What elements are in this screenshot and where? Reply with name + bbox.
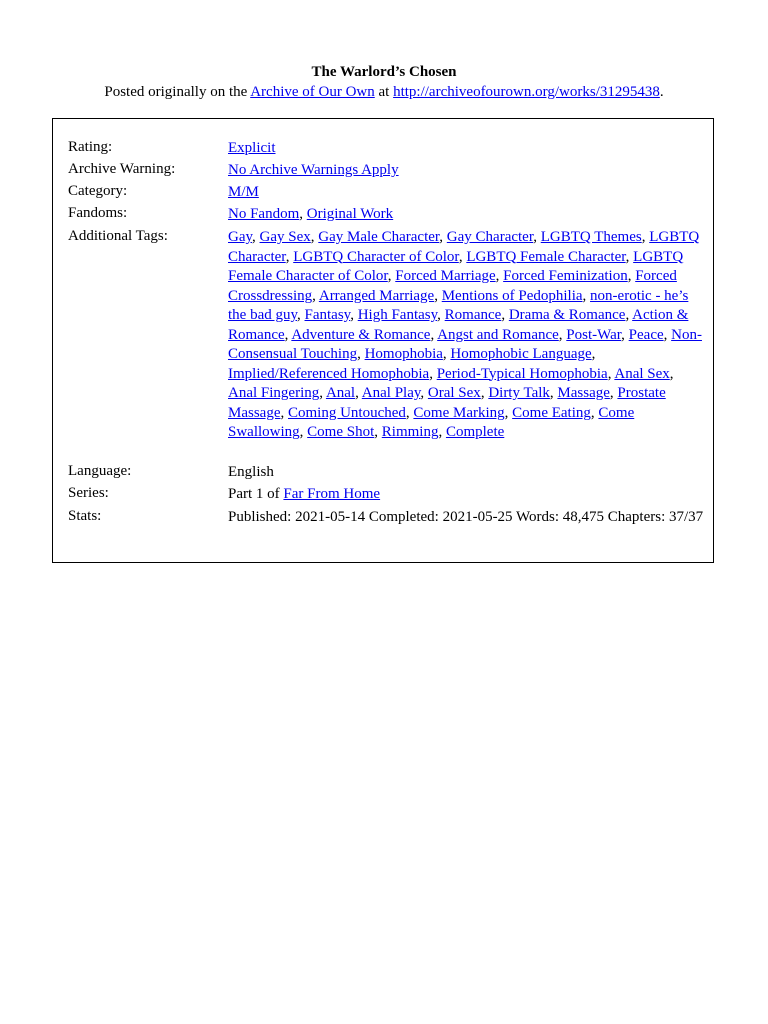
tag-link[interactable]: Anal Sex [614,365,670,382]
category-value [228,183,704,203]
tag-link[interactable]: Arranged Marriage [318,287,435,304]
tag-link[interactable]: Come Marking [413,404,505,421]
tag-link[interactable]: Period-Typical Homophobia [436,365,608,382]
tag-link[interactable]: Dirty Talk [488,385,550,401]
tag-link[interactable]: Forced Crossdressing [228,268,677,304]
tag-link[interactable]: LGBTQ Themes [540,229,642,245]
rating-label: Rating: [68,139,113,155]
warning-label: Archive Warning: [68,161,176,177]
end-period: . [659,84,664,100]
tag-link[interactable]: Coming Untouched [288,404,406,421]
category-link[interactable]: M/M [228,184,259,200]
tag-link[interactable]: Non-Consensual Touching [228,326,702,362]
rating-value [228,139,704,159]
tag-link[interactable]: Drama & Romance [508,307,626,323]
tag-link[interactable]: non-erotic - he’s the bad guy [228,287,689,323]
rating-link[interactable]: Explicit [228,140,276,156]
tag-link[interactable]: LGBTQ Character [228,229,700,265]
posted-prefix: Posted originally on the [104,84,251,100]
tag-link[interactable]: Come Eating [512,404,591,421]
tag-link[interactable]: Rimming [381,424,439,440]
tag-link[interactable]: Anal [325,385,356,401]
tag-link[interactable]: Adventure & Romance [291,326,431,343]
language-label: Language: [68,463,132,479]
fandoms-label: Fandoms: [68,205,128,221]
tag-link[interactable]: Anal Fingering [228,385,320,401]
tag-link[interactable]: Fantasy [304,307,351,323]
tag-link[interactable]: LGBTQ Character of Color [293,248,459,265]
tag-link[interactable]: Prostate Massage [228,385,666,421]
fandom-link[interactable]: No Fandom [228,206,300,222]
stats-label: Stats: [68,508,102,524]
tag-link[interactable]: Come Swallowing [228,404,635,440]
tags-label: Additional Tags: [68,228,168,244]
tag-link[interactable]: Gay Character [446,229,534,245]
stats-value: Published: 2021-05-14 Completed: 2021-05-25 Words: 48,475 Chapters: 37/37 [228,509,704,525]
category-label: Category: [68,183,128,199]
work-title: The Warlord’s Chosen [311,64,457,80]
archive-link[interactable]: Archive of Our Own [250,84,375,100]
tag-link[interactable]: High Fantasy [357,307,438,323]
at-text: at [374,84,394,100]
work-metadata-box [52,118,714,563]
series-label: Series: [68,485,109,501]
tag-link[interactable]: Homophobic Language [450,346,592,362]
tag-link[interactable]: Gay [228,229,253,245]
tag-link[interactable]: Forced Feminization [503,268,628,284]
tag-link[interactable]: Come Shot [307,424,375,440]
warning-link[interactable]: No Archive Warnings Apply [228,162,399,178]
tag-link[interactable]: LGBTQ Female Character [466,248,626,265]
tag-link[interactable]: Oral Sex [427,385,481,401]
series-value [228,485,704,505]
posted-line [0,82,768,102]
tag-link[interactable]: Post-War [566,326,622,343]
tag-link[interactable]: Gay Sex [259,229,311,245]
warning-value [228,161,704,181]
fandom-link[interactable]: Original Work [306,206,394,222]
tag-link[interactable]: Forced Marriage [395,268,496,284]
tag-link[interactable]: Action & Romance [228,307,689,343]
tag-link[interactable]: Homophobia [364,346,443,362]
work-url-link[interactable]: http://archiveofourown.org/works/31295438 [393,84,660,100]
work-header [0,62,768,102]
tag-link[interactable]: Romance [444,307,502,323]
tag-link[interactable]: Mentions of Pedophilia [441,287,583,304]
tag-link[interactable]: Implied/Referenced Homophobia [228,365,430,382]
tag-link[interactable]: Gay Male Character [318,229,440,245]
tag-link[interactable]: Anal Play [361,385,421,401]
tag-link[interactable]: Massage [557,385,610,401]
tag-link[interactable]: Peace [628,326,664,343]
tag-link[interactable]: LGBTQ Female Character of Color [228,248,684,284]
series-link[interactable]: Far From Home [283,486,381,502]
tag-link[interactable]: Complete [445,424,505,440]
fandoms-list: No Fandom, Original Work [228,206,394,222]
tag-link[interactable]: Angst and Romance [437,326,559,343]
tags-list: Gay, Gay Sex, Gay Male Character, Gay Character, LGBTQ Themes, LGBTQ Character, LGBTQ Character of Color, LGBTQ Female Character, LGBTQ Female Character of Color, Forced Marriage, Forced Feminization, Forced Crossdressing, Arranged Marriage, Mentions of Pedophilia, non-erotic - he’s the bad guy, Fantasy, High Fantasy, Romance, Drama & Romance, Action & Romance, Adventure & Romance, Angst and Romance, Post-War, Peace, Non-Consensual Touching, Homophobia, Homophobic Language, Implied/Referenced Homophobia, Period-Typical Homophobia, Anal Sex, Anal Fingering, Anal, Anal Play, Oral Sex, Dirty Talk, Massage, Prostate Massage, Coming Untouched, Come Marking, Come Eating, Come Swallowing, Come Shot, Rimming, Complete [228,229,702,440]
series-prefix: Part 1 of [228,486,284,502]
language-value: English [228,464,274,480]
